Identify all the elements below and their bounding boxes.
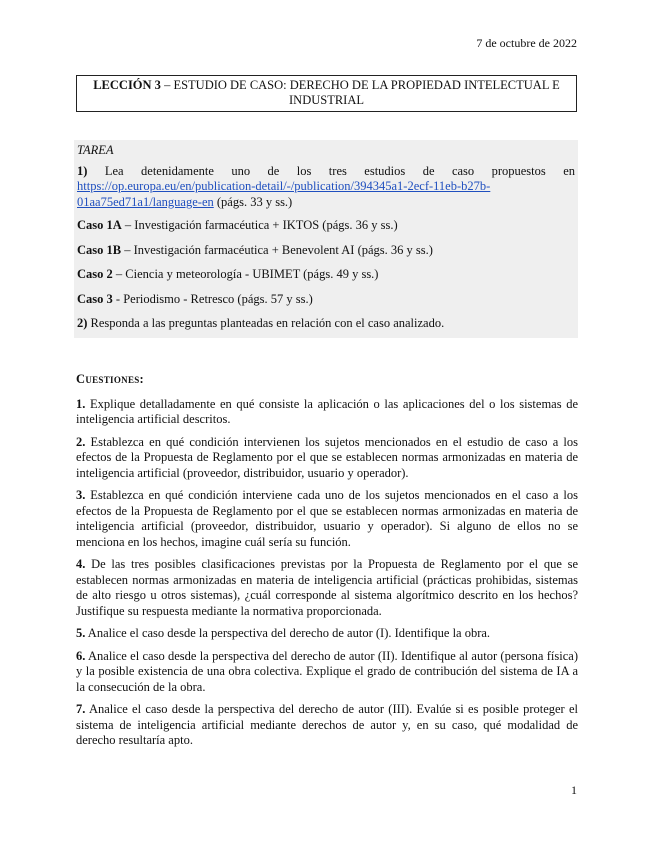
case-label: Caso 2 xyxy=(77,267,113,281)
lesson-title-box xyxy=(76,75,577,112)
question-number: 1. xyxy=(76,396,86,411)
question-number: 5. xyxy=(76,626,86,640)
question-text: Establezca en qué condición intervienen los sujetos mencionados en el estudio de caso a los efectos de la Propuesta de Reglamento por el que se establecen normas armonizadas en materia de inteligencia artificial (proveedor, distribuidor, usuario y operador). xyxy=(76,434,578,480)
case-item xyxy=(77,292,575,308)
questions-heading: Cuestiones: xyxy=(76,372,145,386)
question-text: Establezca en qué condición interviene cada uno de los sujetos mencionados en el caso a los efectos de la Propuesta de Reglamento por el que se establecen normas armonizadas en materia de inteligencia artificial (proveedor, distribuidor, usuario y operador). Si alguno de ellos no se menciona en los hechos, imagine cuál sería su función. xyxy=(76,488,578,549)
question-text: Explique detalladamente en qué consiste la aplicación o las aplicaciones del o los sistemas de inteligencia artificial descritos. xyxy=(76,396,578,426)
case-label: Caso 1A xyxy=(77,218,122,232)
task-step-2 xyxy=(77,316,575,332)
question-text: De las tres posibles clasificaciones previstas por la Propuesta de Reglamento por el que se establecen normas armonizadas en materia de inteligencia artificial (prácticas prohibidas, sistemas de alto riesgo u otros sistemas), ¿cuál corresponde al sistema algorítmico descrito en los hechos? Justifique su respuesta mediante la normativa proporcionada. xyxy=(76,557,578,618)
task-step-2-text: Responda a las preguntas planteadas en relación con el caso analizado. xyxy=(87,316,445,330)
case-label: Caso 3 xyxy=(77,291,113,306)
page-number: 1 xyxy=(571,783,577,797)
question-number: 2. xyxy=(76,434,86,449)
question-number: 6. xyxy=(76,648,86,663)
lesson-title-text: – ESTUDIO DE CASO: DERECHO DE LA PROPIEDAD INTELECTUAL E INDUSTRIAL xyxy=(160,78,560,107)
task-step-1-text: Lea detenidamente uno de los tres estudios de caso propuestos en xyxy=(87,163,575,178)
question-item xyxy=(76,702,578,749)
task-box xyxy=(74,140,578,338)
question-item xyxy=(76,626,578,642)
task-step-1-pages: (págs. 33 y ss.) xyxy=(213,194,293,209)
case-text: – Investigación farmacéutica + Benevolent AI (págs. 36 y ss.) xyxy=(121,242,433,257)
case-text: – Ciencia y meteorología - UBIMET (págs. 49 y ss.) xyxy=(112,267,379,281)
question-text: Analice el caso desde la perspectiva del derecho de autor (II). Identifique al autor (persona física) y la posible existencia de una obra colectiva. Explique el grado de contribución del sistema de IA a la consecución de la obra. xyxy=(76,648,578,694)
case-item xyxy=(77,218,575,234)
question-text: Analice el caso desde la perspectiva del derecho de autor (III). Evalúe si es posible proteger el sistema de inteligencia artificial mediante derechos de autor y, en su caso, qué modalidad de derecho resultaría apto. xyxy=(76,702,578,747)
document-date: 7 de octubre de 2022 xyxy=(476,36,577,50)
case-study-link[interactable]: https://op.europa.eu/en/publication-detail/-/publication/394345a1-2ecf-11eb-b27b-01aa75ed71a1/language-en xyxy=(77,179,491,209)
task-label: TAREA xyxy=(77,143,114,157)
task-step-1 xyxy=(77,164,575,211)
case-text: - Periodismo - Retresco (págs. 57 y ss.) xyxy=(112,291,313,306)
question-number: 3. xyxy=(76,488,86,502)
question-number: 7. xyxy=(76,702,86,716)
question-number: 4. xyxy=(76,557,86,571)
question-item xyxy=(76,488,578,550)
case-text: – Investigación farmacéutica + IKTOS (págs. 36 y ss.) xyxy=(121,218,398,232)
case-item xyxy=(77,267,575,283)
case-label: Caso 1B xyxy=(77,242,122,257)
question-item xyxy=(76,397,578,428)
question-item xyxy=(76,435,578,482)
questions-section xyxy=(76,372,578,756)
task-step-1-number: 1) xyxy=(77,163,88,178)
task-step-2-number: 2) xyxy=(77,316,88,330)
question-item xyxy=(76,557,578,619)
case-item xyxy=(77,243,575,259)
lesson-title-bold: LECCIÓN 3 xyxy=(93,78,161,92)
question-text: Analice el caso desde la perspectiva del derecho de autor (I). Identifique la obra. xyxy=(85,626,491,640)
question-item xyxy=(76,649,578,696)
